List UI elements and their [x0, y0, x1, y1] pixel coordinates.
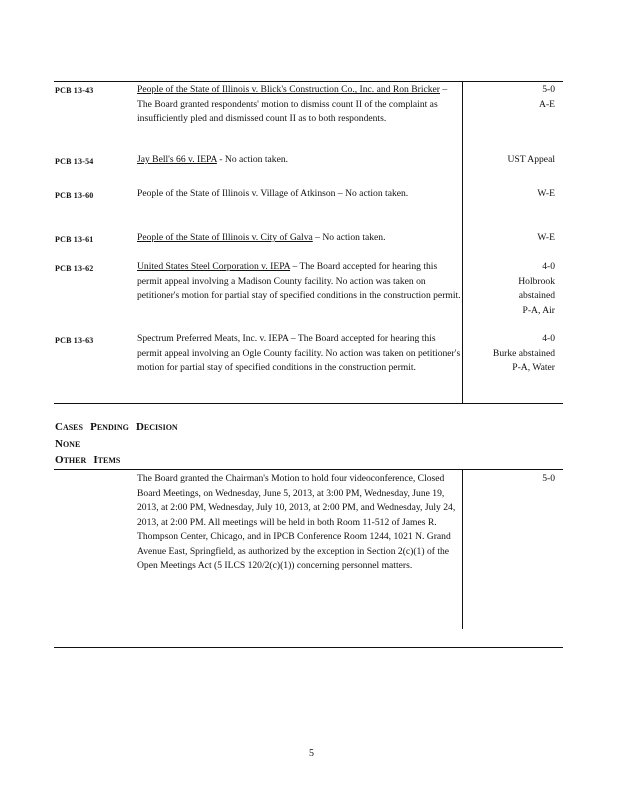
table-top-rule [54, 81, 563, 82]
case-vote [463, 153, 555, 168]
case-number: PCB 13-60 [55, 191, 94, 200]
case-text: Spectrum Preferred Meats, Inc. v. IEPA – The Board accepted for hearing this permit appeal involving an Ogle County facility. No action was taken on petitioner's motion for partial stay of specified conditions in the construction permit. [137, 333, 461, 373]
case-number: PCB 13-54 [55, 157, 94, 166]
table-bottom-rule [54, 647, 563, 648]
case-number: PCB 13-61 [55, 235, 94, 244]
case-number: PCB 13-62 [55, 264, 94, 273]
heading-none: NONE [55, 438, 81, 450]
other-item-vote [463, 472, 555, 487]
case-description [137, 153, 462, 168]
case-vote [463, 83, 555, 112]
vote-line: 4-0 [542, 261, 555, 272]
column-divider [462, 469, 463, 629]
vote-line: P-A, Air [522, 304, 555, 316]
case-text: – No action taken. [312, 232, 386, 243]
vote-line: W-E [537, 188, 555, 199]
table-top-rule [54, 469, 563, 470]
vote-line: abstained [518, 290, 555, 301]
case-text: - No action taken. [216, 154, 289, 165]
other-item-description: The Board granted the Chairman's Motion to hold four videoconference, Closed Board Meetings, on Wednesday, June 5, 2013, at 3:00 PM, Wednesday, June 19, 2013, at 2:00 PM, Wednesday, July 10, 2013, at 2:00 PM, and Wednesday, July 24, 2013, at 2:00 PM. All meetings will be held in both Room 11-512 of James R. Thompson Center, Chicago, and in IPCB Conference Room 1244, 1021 N. Grand Avenue East, Springfield, as authorized by the exception in Section 2(c)(1) of the Open Meetings Act (5 ILCS 120/2(c)(1)) concerning personnel matters. [137, 473, 456, 571]
case-description [137, 260, 462, 304]
case-vote [463, 187, 555, 202]
vote-line: 5-0 [542, 84, 555, 95]
case-vote [463, 260, 555, 318]
case-description [137, 332, 462, 376]
heading-other-items: OTHER ITEMS [55, 454, 121, 466]
case-description [137, 83, 462, 127]
table-bottom-rule [54, 403, 563, 404]
vote-line: UST Appeal [507, 154, 555, 165]
vote-line: Holbrook [518, 275, 555, 287]
case-description [137, 187, 462, 202]
heading-cases-pending-decision: CASES PENDING DECISION [55, 421, 178, 433]
vote-line: A-E [539, 98, 555, 110]
vote-line: W-E [537, 232, 555, 243]
vote-line: P-A, Water [512, 362, 555, 373]
case-number: PCB 13-43 [55, 86, 94, 95]
case-title: United States Steel Corporation v. IEPA [137, 261, 291, 272]
case-number: PCB 13-63 [55, 336, 94, 345]
case-text: – The Board granted respondents' motion to dismiss count II of the complaint as insufficiently pled and dismissed count II as to both respondents. [137, 84, 448, 124]
case-vote [463, 231, 555, 246]
case-vote [463, 332, 555, 376]
case-description [137, 231, 462, 246]
page-number: 5 [309, 748, 314, 759]
case-title: People of the State of Illinois v. City of Galva [137, 232, 313, 243]
vote-line: 5-0 [542, 473, 555, 484]
case-title: People of the State of Illinois v. Blick's Construction Co., Inc. and Ron Bricker [137, 84, 440, 95]
vote-line: 4-0 [542, 333, 555, 344]
case-title: Jay Bell's 66 v. IEPA [137, 154, 217, 165]
case-text: – The Board accepted for hearing this permit appeal involving a Madison County facility. No action was taken on petitioner's motion for partial stay of specified conditions in the construction permit. [137, 261, 461, 301]
case-text: People of the State of Illinois v. Village of Atkinson – No action taken. [137, 188, 409, 199]
vote-line: Burke abstained [492, 347, 555, 359]
